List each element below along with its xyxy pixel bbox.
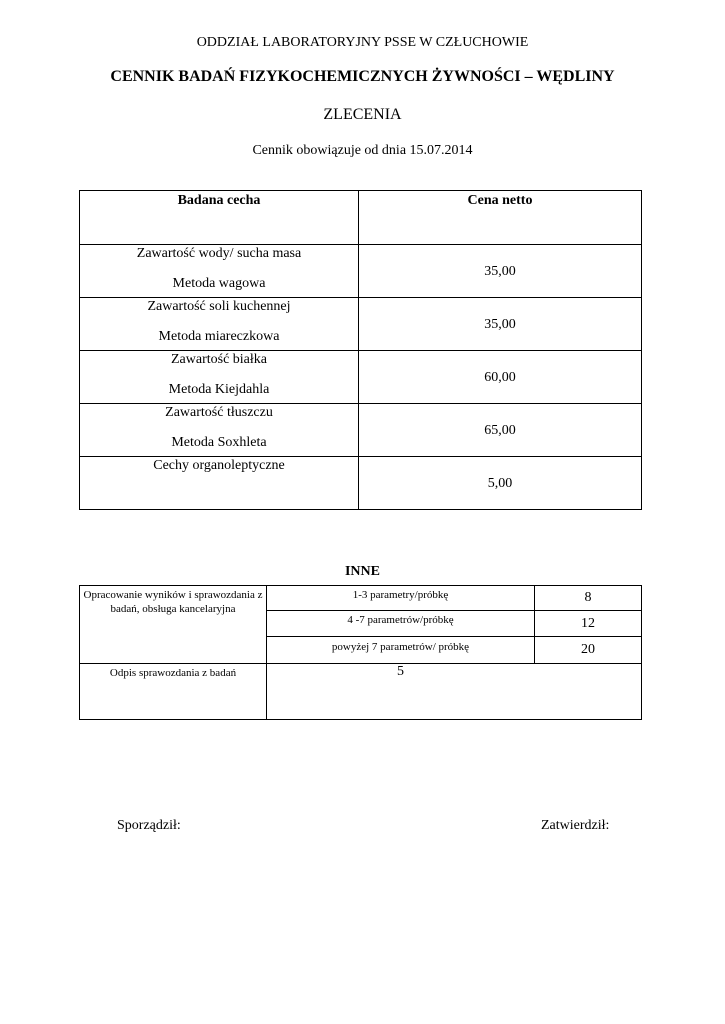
approved-by-label: Zatwierdził: <box>541 818 610 833</box>
feature-method: Metoda Soxhleta <box>171 435 267 450</box>
feature-method: Metoda wagowa <box>172 276 266 291</box>
tier-price: 8 <box>535 586 642 611</box>
tier-label: 4 -7 parametrów/próbkę <box>267 611 535 637</box>
document-subtitle: ZLECENIA <box>323 106 402 123</box>
prepared-by-label: Sporządził: <box>117 818 181 833</box>
price-cell: 5,00 <box>359 457 642 510</box>
feature-cell <box>80 298 359 351</box>
feature-name: Zawartość wody/ sucha masa <box>136 246 302 261</box>
table-row <box>80 245 642 298</box>
feature-name: Zawartość białka <box>170 352 267 367</box>
organization-header: ODDZIAŁ LABORATORYJNY PSSE W CZŁUCHOWIE <box>196 35 529 50</box>
other-heading: INNE <box>344 564 380 579</box>
price-cell: 65,00 <box>359 404 642 457</box>
column-header-feature: Badana cecha <box>80 191 359 245</box>
price-table-header <box>80 191 642 245</box>
feature-method: Metoda miareczkowa <box>158 329 280 344</box>
feature-cell <box>80 245 359 298</box>
copy-price-cell: 5 <box>267 664 642 720</box>
price-table <box>79 190 642 510</box>
report-label-cell: Opracowanie wyników i sprawozdania z badań, obsługa kancelaryjna <box>80 586 267 664</box>
feature-cell <box>80 404 359 457</box>
table-row <box>80 664 642 720</box>
table-row <box>80 586 642 611</box>
feature-cell <box>80 351 359 404</box>
price-cell: 60,00 <box>359 351 642 404</box>
document-title: CENNIK BADAŃ FIZYKOCHEMICZNYCH ŻYWNOŚCI – WĘDLINY <box>110 68 615 85</box>
validity-date: Cennik obowiązuje od dnia 15.07.2014 <box>252 143 473 158</box>
feature-name: Zawartość tłuszczu <box>165 405 273 420</box>
other-fees-table <box>79 585 642 720</box>
feature-name: Cechy organoleptyczne <box>153 458 285 473</box>
feature-cell <box>80 457 359 510</box>
feature-method: Metoda Kiejdahla <box>168 382 270 397</box>
table-row <box>80 457 642 510</box>
copy-label-cell: Odpis sprawozdania z badań <box>80 664 267 720</box>
price-cell: 35,00 <box>359 245 642 298</box>
column-header-price: Cena netto <box>359 191 642 245</box>
table-row <box>80 351 642 404</box>
tier-label: 1-3 parametry/próbkę <box>267 586 535 611</box>
tier-price: 12 <box>535 611 642 637</box>
tier-label: powyżej 7 parametrów/ próbkę <box>267 637 535 664</box>
tier-price: 20 <box>535 637 642 664</box>
table-row <box>80 298 642 351</box>
price-cell: 35,00 <box>359 298 642 351</box>
feature-name: Zawartość soli kuchennej <box>147 299 291 314</box>
table-row <box>80 404 642 457</box>
